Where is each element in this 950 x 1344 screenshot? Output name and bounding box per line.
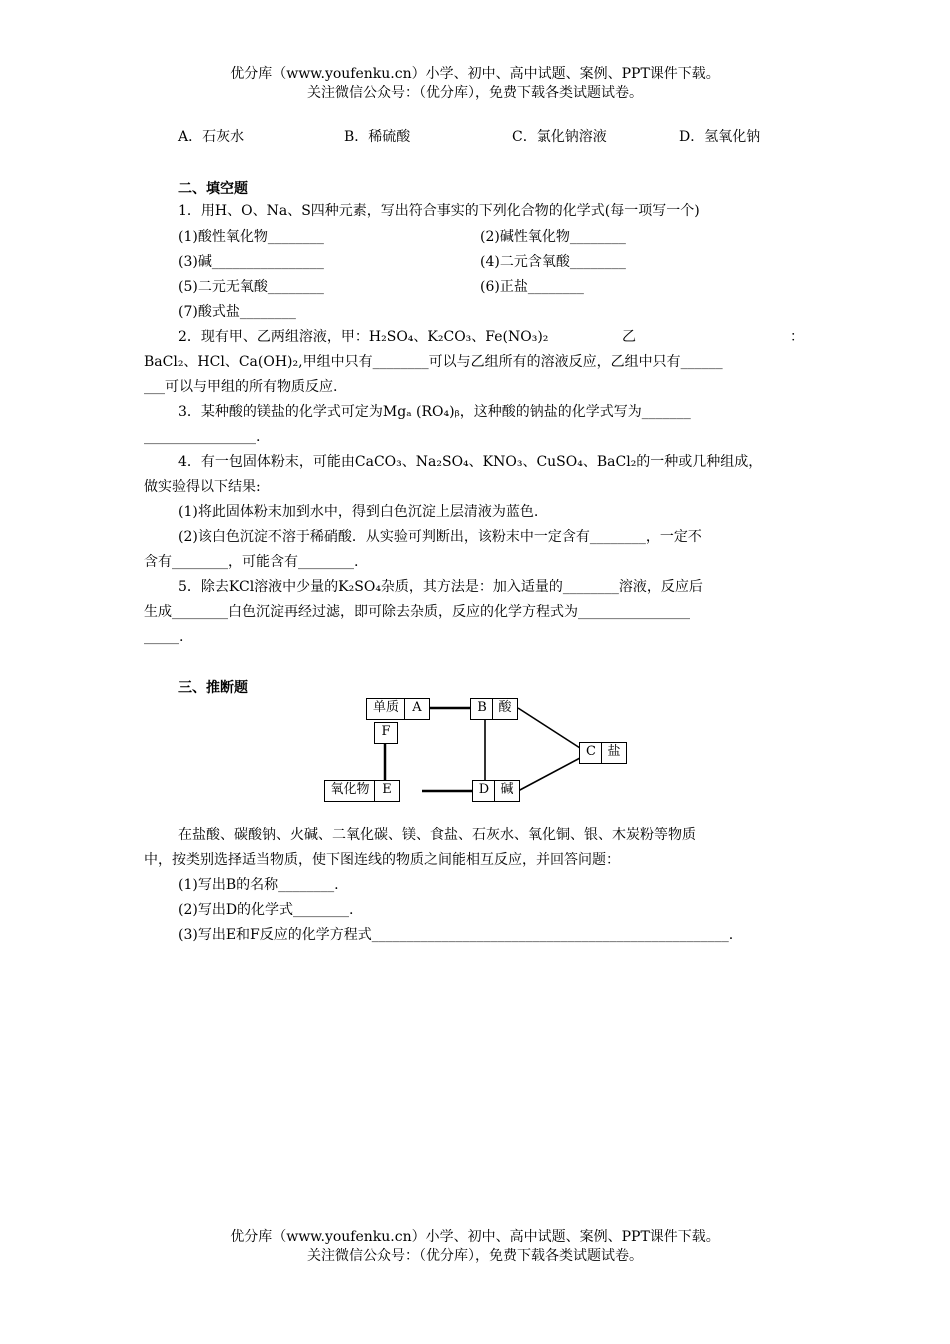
box-a: A [404, 698, 430, 720]
s3-q1: (1)写出B的名称________. [178, 877, 339, 893]
box-f: F [374, 722, 398, 744]
q4-line-5: 含有________，可能含有________. [144, 554, 359, 570]
reaction-diagram [322, 692, 628, 808]
box-yan: 盐 [601, 742, 627, 764]
q5-line-1: 5．除去KCl溶液中少量的K₂SO₄杂质，其方法是：加入适量的________溶液，反应后 [178, 579, 703, 595]
header-line-2: 关注微信公众号：（优分库），免费下载各类试题试卷。 [307, 85, 643, 101]
q2-line-2: BaCl₂、HCl、Ca(OH)₂,甲组中只有________可以与乙组所有的溶液反应，乙组中只有______ [144, 354, 723, 370]
q3-line-1: 3．某种酸的镁盐的化学式可定为Mgₐ (RO₄)ᵦ，这种酸的钠盐的化学式写为_______ [178, 404, 691, 420]
q5-line-2: 生成________白色沉淀再经过滤，即可除去杂质，反应的化学方程式为________________ [144, 604, 690, 620]
q2-line-3: ___可以与甲组的所有物质反应. [144, 379, 338, 395]
s3-para-2: 中，按类别选择适当物质，使下图连线的物质之间能相互反应，并回答问题： [144, 852, 620, 868]
q3-line-2: ________________. [144, 429, 261, 445]
q2-yi: 乙 [622, 329, 636, 345]
s3-q3: (3)写出E和F反应的化学方程式___________________________________________________. [178, 927, 734, 943]
q5-line-3: _____. [144, 629, 184, 645]
line-b-c [518, 708, 580, 748]
box-danzhi: 单质 [366, 698, 406, 720]
q1-item-1: (1)酸性氧化物________ [178, 229, 324, 245]
q4-line-1: 4．有一包固体粉末，可能由CaCO₃、Na₂SO₄、KNO₃、CuSO₄、BaCl₂的一种或几种组成， [178, 454, 763, 470]
q4-line-4: (2)该白色沉淀不溶于稀硝酸．从实验可判断出，该粉末中一定含有________，一定不 [178, 529, 702, 545]
line-d-c [518, 758, 580, 791]
header-line-1: 优分库（www.youfenku.cn）小学、初中、高中试题、案例、PPT课件下载。 [230, 66, 720, 82]
q4-line-2: 做实验得以下结果: [144, 479, 261, 495]
footer-line-2: 关注微信公众号：（优分库），免费下载各类试题试卷。 [307, 1248, 643, 1264]
section-3-title: 三、推断题 [178, 680, 248, 696]
choice-a: A．石灰水 [178, 129, 245, 145]
section-2-title: 二、填空题 [178, 181, 248, 197]
s3-q2: (2)写出D的化学式________. [178, 902, 354, 918]
q1-item-2: (2)碱性氧化物________ [480, 229, 626, 245]
choice-c: C．氯化钠溶液 [512, 129, 607, 145]
box-e: E [374, 780, 400, 802]
s3-para-1: 在盐酸、碳酸钠、火碱、二氧化碳、镁、食盐、石灰水、氧化铜、银、木炭粉等物质 [178, 827, 696, 843]
box-jian: 碱 [494, 780, 520, 802]
q1-item-5: (5)二元无氧酸________ [178, 279, 324, 295]
q1-item-6: (6)正盐________ [480, 279, 584, 295]
box-suan: 酸 [492, 698, 518, 720]
choice-b: B．稀硫酸 [344, 129, 411, 145]
q2-line-1: 2．现有甲、乙两组溶液，甲：H₂SO₄、K₂CO₃、Fe(NO₃)₂ [178, 329, 549, 345]
q1-item-4: (4)二元含氧酸________ [480, 254, 626, 270]
footer-line-1: 优分库（www.youfenku.cn）小学、初中、高中试题、案例、PPT课件下载。 [230, 1229, 720, 1245]
q1-stem: 1．用H、O、Na、S四种元素，写出符合事实的下列化合物的化学式(每一项写一个) [178, 203, 700, 219]
box-d: D [472, 780, 496, 802]
q2-colon: ： [790, 329, 804, 345]
q4-line-3: (1)将此固体粉末加到水中，得到白色沉淀上层清液为蓝色. [178, 504, 539, 520]
box-c: C [579, 742, 603, 764]
q1-item-7: (7)酸式盐________ [178, 304, 296, 320]
box-yanghuawu: 氧化物 [324, 780, 376, 802]
q1-item-3: (3)碱________________ [178, 254, 324, 270]
choice-d: D．氢氧化钠 [679, 129, 761, 145]
box-b: B [470, 698, 494, 720]
